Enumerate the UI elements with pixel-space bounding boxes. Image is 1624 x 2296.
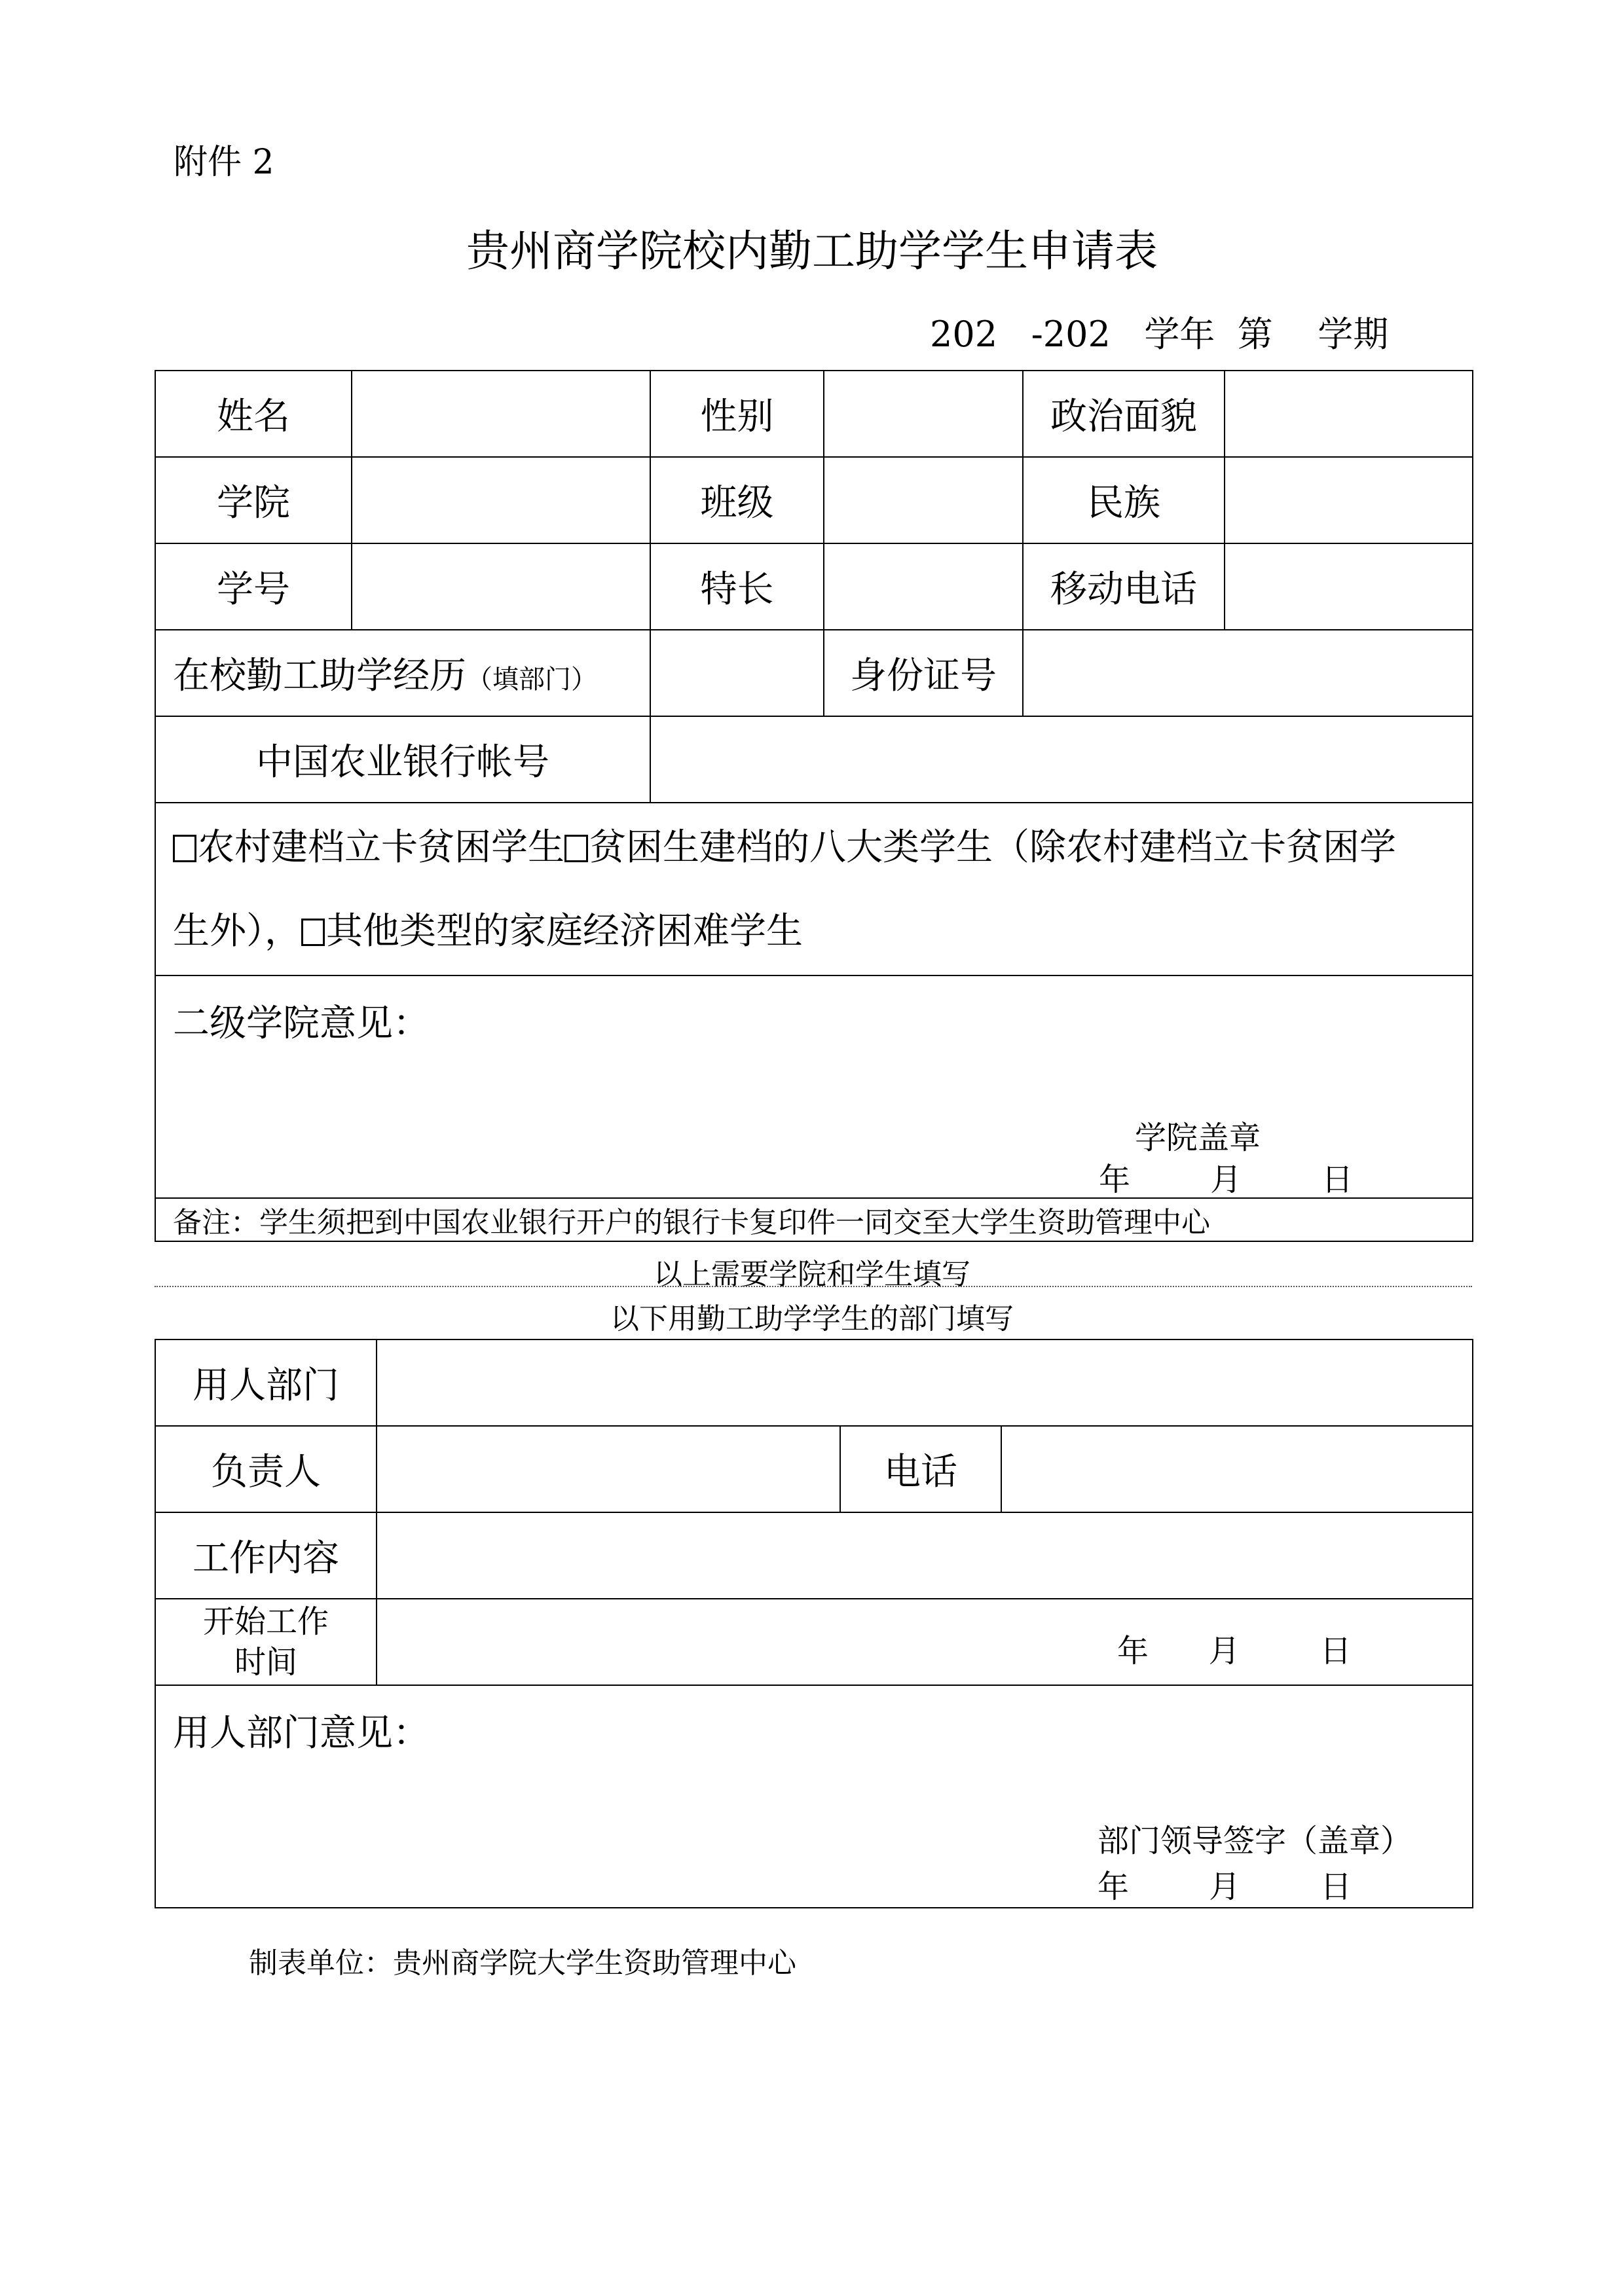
start-time-label-line1: 开始工作 — [202, 1603, 329, 1640]
political-status-label: 政治面貌 — [1023, 371, 1225, 457]
section-divider — [155, 1286, 1472, 1287]
college-field[interactable] — [352, 457, 650, 543]
student-id-label: 学号 — [155, 543, 352, 630]
gender-label: 性别 — [650, 371, 824, 457]
college-opinion-label: 二级学院意见： — [173, 1002, 430, 1045]
note-text: 备注：学生须把到中国农业银行开户的银行卡复印件一同交至大学生资助管理中心 — [155, 1198, 1473, 1241]
ethnicity-label: 民族 — [1023, 457, 1225, 543]
ethnicity-field[interactable] — [1225, 457, 1473, 543]
employer-dept-field[interactable] — [377, 1339, 1473, 1426]
work-history-label — [155, 630, 650, 716]
start-time-label — [155, 1599, 377, 1685]
mobile-label: 移动电话 — [1023, 543, 1225, 630]
attachment-label: 附件 2 — [174, 143, 274, 182]
work-content-field[interactable] — [377, 1512, 1473, 1599]
dept-opinion-label: 用人部门意见： — [173, 1712, 430, 1755]
start-time-date: 年 月 日 — [1117, 1633, 1352, 1669]
supervisor-label: 负责人 — [155, 1426, 377, 1512]
mobile-field[interactable] — [1225, 543, 1473, 630]
work-content-label: 工作内容 — [155, 1512, 377, 1599]
start-time-label-line2: 时间 — [234, 1644, 297, 1681]
id-number-label: 身份证号 — [824, 630, 1023, 716]
phone-label: 电话 — [840, 1426, 1001, 1512]
college-stamp-label: 学院盖章 — [1135, 1120, 1261, 1156]
specialty-field[interactable] — [824, 543, 1023, 630]
other-hardship-option: 其他类型的家庭经济困难学生 — [326, 910, 803, 953]
start-time-field[interactable] — [377, 1599, 1473, 1685]
work-history-text: 在校勤工助学经历 — [173, 655, 466, 697]
employer-dept-label: 用人部门 — [155, 1339, 377, 1426]
dept-opinion-date: 年 月 日 — [1098, 1868, 1352, 1905]
class-label: 班级 — [650, 457, 824, 543]
bank-account-field[interactable] — [650, 716, 1473, 803]
rural-poor-checkbox[interactable] — [173, 835, 196, 862]
form-title: 贵州商学院校内勤工助学学生申请表 — [466, 226, 1158, 276]
footer-issuer: 制表单位：贵州商学院大学生资助管理中心 — [249, 1946, 796, 1980]
name-field[interactable] — [352, 371, 650, 457]
dept-signature-label: 部门领导签字（盖章） — [1098, 1823, 1412, 1859]
eight-categories-option: 贫困生建档的八大类学生（除农村建档立卡贫困学 — [589, 826, 1396, 869]
hardship-category-cell — [155, 803, 1473, 975]
student-info-table — [155, 370, 1473, 1242]
hardship-category-line2 — [173, 890, 1472, 974]
phone-field[interactable] — [1001, 1426, 1473, 1512]
student-id-field[interactable] — [352, 543, 650, 630]
name-label: 姓名 — [155, 371, 352, 457]
work-history-field[interactable] — [650, 630, 824, 716]
rural-poor-option: 农村建档立卡贫困学生 — [198, 826, 564, 869]
specialty-label: 特长 — [650, 543, 824, 630]
gender-field[interactable] — [824, 371, 1023, 457]
college-label: 学院 — [155, 457, 352, 543]
political-status-field[interactable] — [1225, 371, 1473, 457]
eight-categories-checkbox[interactable] — [564, 835, 588, 862]
divider-above-text: 以上需要学院和学生填写 — [654, 1258, 970, 1291]
college-opinion-cell[interactable] — [155, 975, 1473, 1198]
other-hardship-checkbox[interactable] — [301, 919, 325, 946]
eight-categories-option-tail: 生外）， — [173, 910, 301, 953]
id-number-field[interactable] — [1023, 630, 1473, 716]
department-table — [155, 1339, 1473, 1908]
divider-below-text: 以下用勤工助学学生的部门填写 — [610, 1302, 1014, 1336]
work-history-hint: （填部门） — [466, 665, 597, 695]
hardship-category-line1 — [173, 806, 1472, 890]
supervisor-field[interactable] — [377, 1426, 840, 1512]
class-field[interactable] — [824, 457, 1023, 543]
college-opinion-date: 年 月 日 — [1099, 1161, 1354, 1198]
academic-term-line: 202 -202 学年 第 学期 — [930, 314, 1389, 355]
bank-account-label: 中国农业银行帐号 — [155, 716, 650, 803]
dept-opinion-cell[interactable] — [155, 1685, 1473, 1908]
